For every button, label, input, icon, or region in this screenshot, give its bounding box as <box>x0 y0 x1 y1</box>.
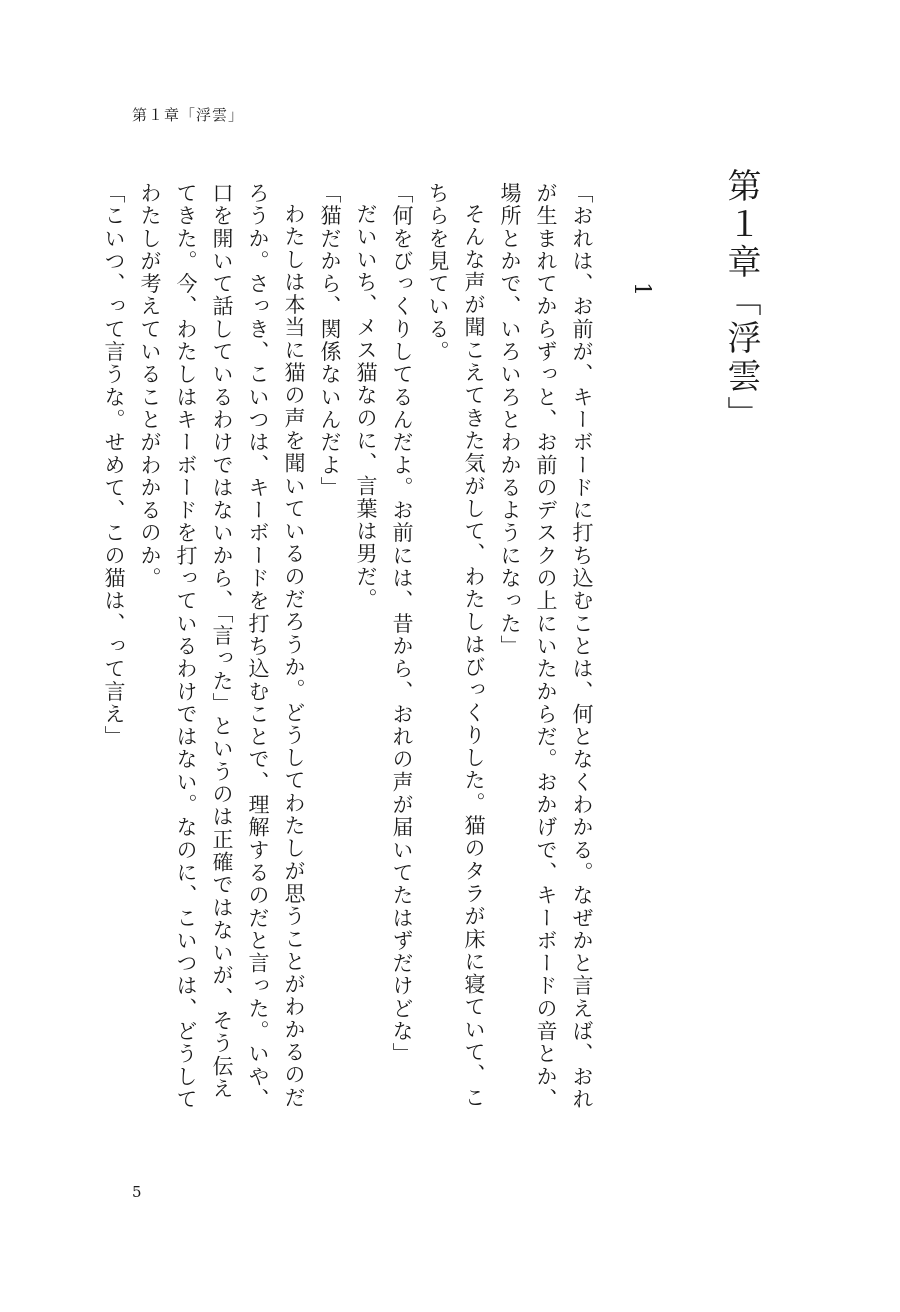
page-number: 5 <box>132 1183 142 1201</box>
paragraph-1: 「おれは、お前が、キーボードに打ち込むことは、何となくわかる。なぜかと言えば、おれが生まれてからずっと、お前のデスクの上にいたからだ。おかげで、キーボードの音とか、場所とかで、いろいろとわかるようになった」 <box>498 182 594 1111</box>
paragraph-2: そんな声が聞こえてきた気がして、わたしはびっくりした。猫のタラが床に寝ていて、こちらを見ている。 <box>426 182 486 1109</box>
paragraph-4: だいいち、メス猫なのに、言葉は男だ。 <box>354 203 378 611</box>
paragraph-5: 「猫だから、関係ないんだよ」 <box>318 182 342 500</box>
paragraph-7: 「こいつ、って言うな。せめて、この猫は、って言え」 <box>102 182 126 749</box>
body-text <box>102 182 600 1120</box>
section-number: 1 <box>629 282 654 296</box>
paragraph-6: わたしは本当に猫の声を聞いているのだろうか。どうしてわたしが思うことがわかるのだろうか。さっき、こいつは、キーボードを打ち込むことで、理解するのだと言った。いや、口を開いて話しているわけではないから、「言った」というのは正確ではないが、そう伝えてきた。今、わたしはキーボードを打っているわけではない。なのに、こいつは、どうしてわたしが考えていることがわかるのか。 <box>138 182 306 1111</box>
chapter-title: 第１章「浮雲」 <box>721 168 761 434</box>
running-head: 第１章「浮雲」 <box>132 106 245 124</box>
paragraph-3: 「何をびっくりしてるんだよ。お前には、昔から、おれの声が届いてたはずだけどな」 <box>390 182 414 1066</box>
